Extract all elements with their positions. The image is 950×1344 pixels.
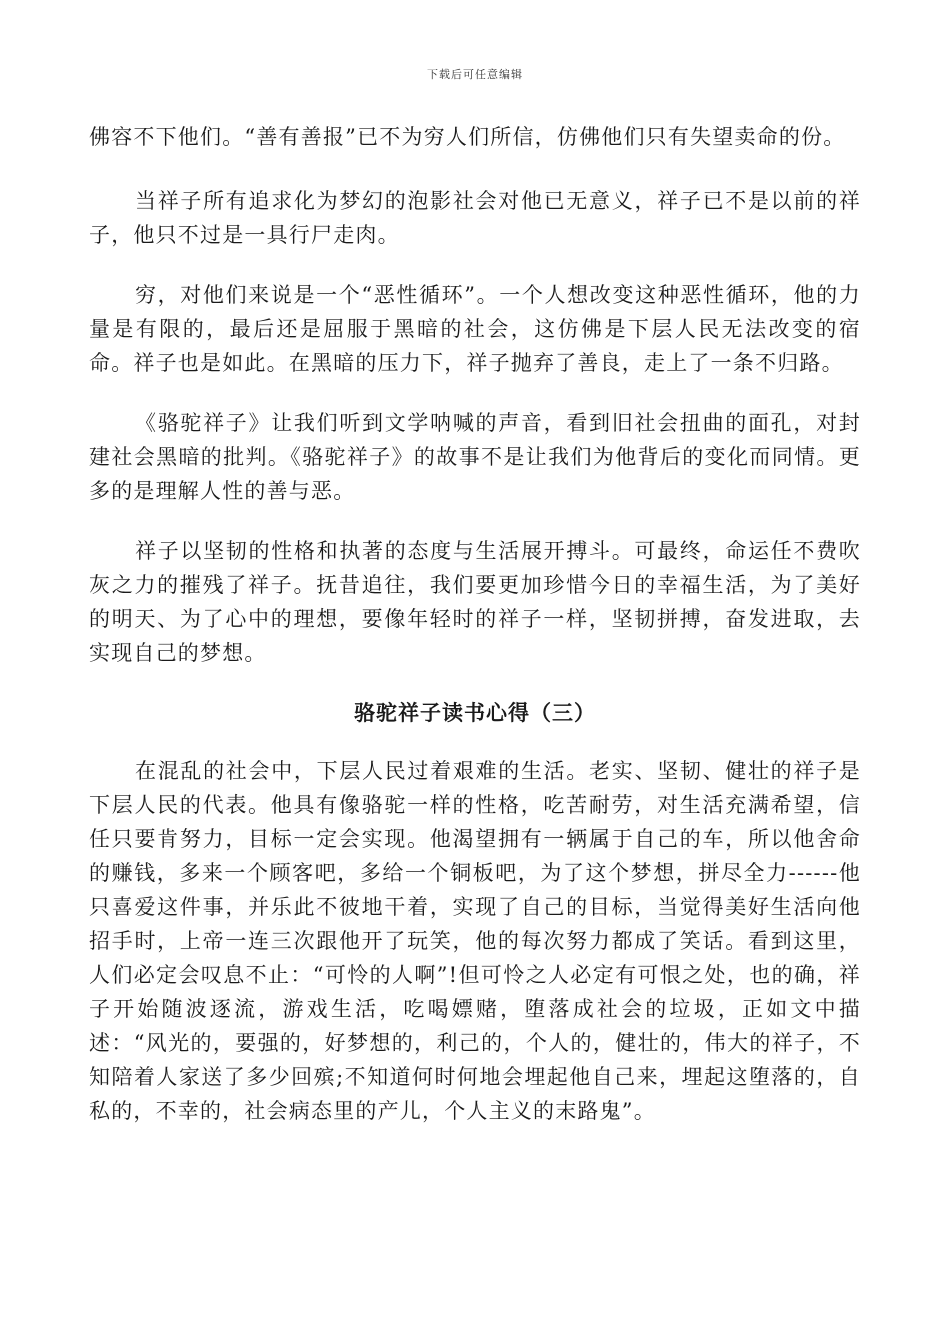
section-title: 骆驼祥子读书心得（三） bbox=[354, 701, 596, 725]
document-body bbox=[89, 120, 861, 1154]
header-note: 下载后可任意编辑 bbox=[427, 68, 523, 81]
paragraph: 在混乱的社会中，下层人民过着艰难的生活。老实、坚韧、健壮的祥子是下层人民的代表。他具有像骆驼一样的性格，吃苦耐劳，对生活充满希望，信任只要肯努力，目标一定会实现。他渴望拥有一辆属于自己的车，所以他舍命的赚钱，多来一个顾客吧，多给一个铜板吧，为了这个梦想，拼尽全力------他只喜爱这件事，并乐此不彼地干着，实现了自己的目标，当觉得美好生活向他招手时，上帝一连三次跟他开了玩笑，他的每次努力都成了笑话。看到这里，人们必定会叹息不止：“可怜的人啊”!但可怜之人必定有可恨之处，也的确，祥子开始随波逐流，游戏生活，吃喝嫖赌，堕落成社会的垃圾，正如文中描述：“风光的，要强的，好梦想的，利己的，个人的，健壮的，伟大的祥子，不知陪着人家送了多少回殡;不知道何时何地会埋起他自己来，埋起这堕落的，自私的，不幸的，社会病态里的产儿，个人主义的末路鬼”。 bbox=[89, 759, 861, 1123]
paragraph: 穷，对他们来说是一个“恶性循环”。一个人想改变这种恶性循环，他的力量是有限的，最后还是屈服于黑暗的社会，这仿佛是下层人民无法改变的宿命。祥子也是如此。在黑暗的压力下，祥子抛弃了善良，走上了一条不归路。 bbox=[89, 283, 861, 375]
paragraph: 当祥子所有追求化为梦幻的泡影社会对他已无意义，祥子已不是以前的祥子，他只不过是一具行尸走肉。 bbox=[89, 189, 861, 247]
paragraph: 祥子以坚韧的性格和执著的态度与生活展开搏斗。可最终，命运任不费吹灰之力的摧残了祥子。抚昔追往，我们要更加珍惜今日的幸福生活，为了美好的明天、为了心中的理想，要像年轻时的祥子一样，坚韧拼搏，奋发进取，去实现自己的梦想。 bbox=[89, 539, 861, 665]
paragraph-continuation: 佛容不下他们。“善有善报”已不为穷人们所信，仿佛他们只有失望卖命的份。 bbox=[89, 125, 846, 149]
paragraph: 《骆驼祥子》让我们听到文学呐喊的声音，看到旧社会扭曲的面孔，对封建社会黑暗的批判。《骆驼祥子》的故事不是让我们为他背后的变化而同情。更多的是理解人性的善与恶。 bbox=[89, 411, 861, 503]
